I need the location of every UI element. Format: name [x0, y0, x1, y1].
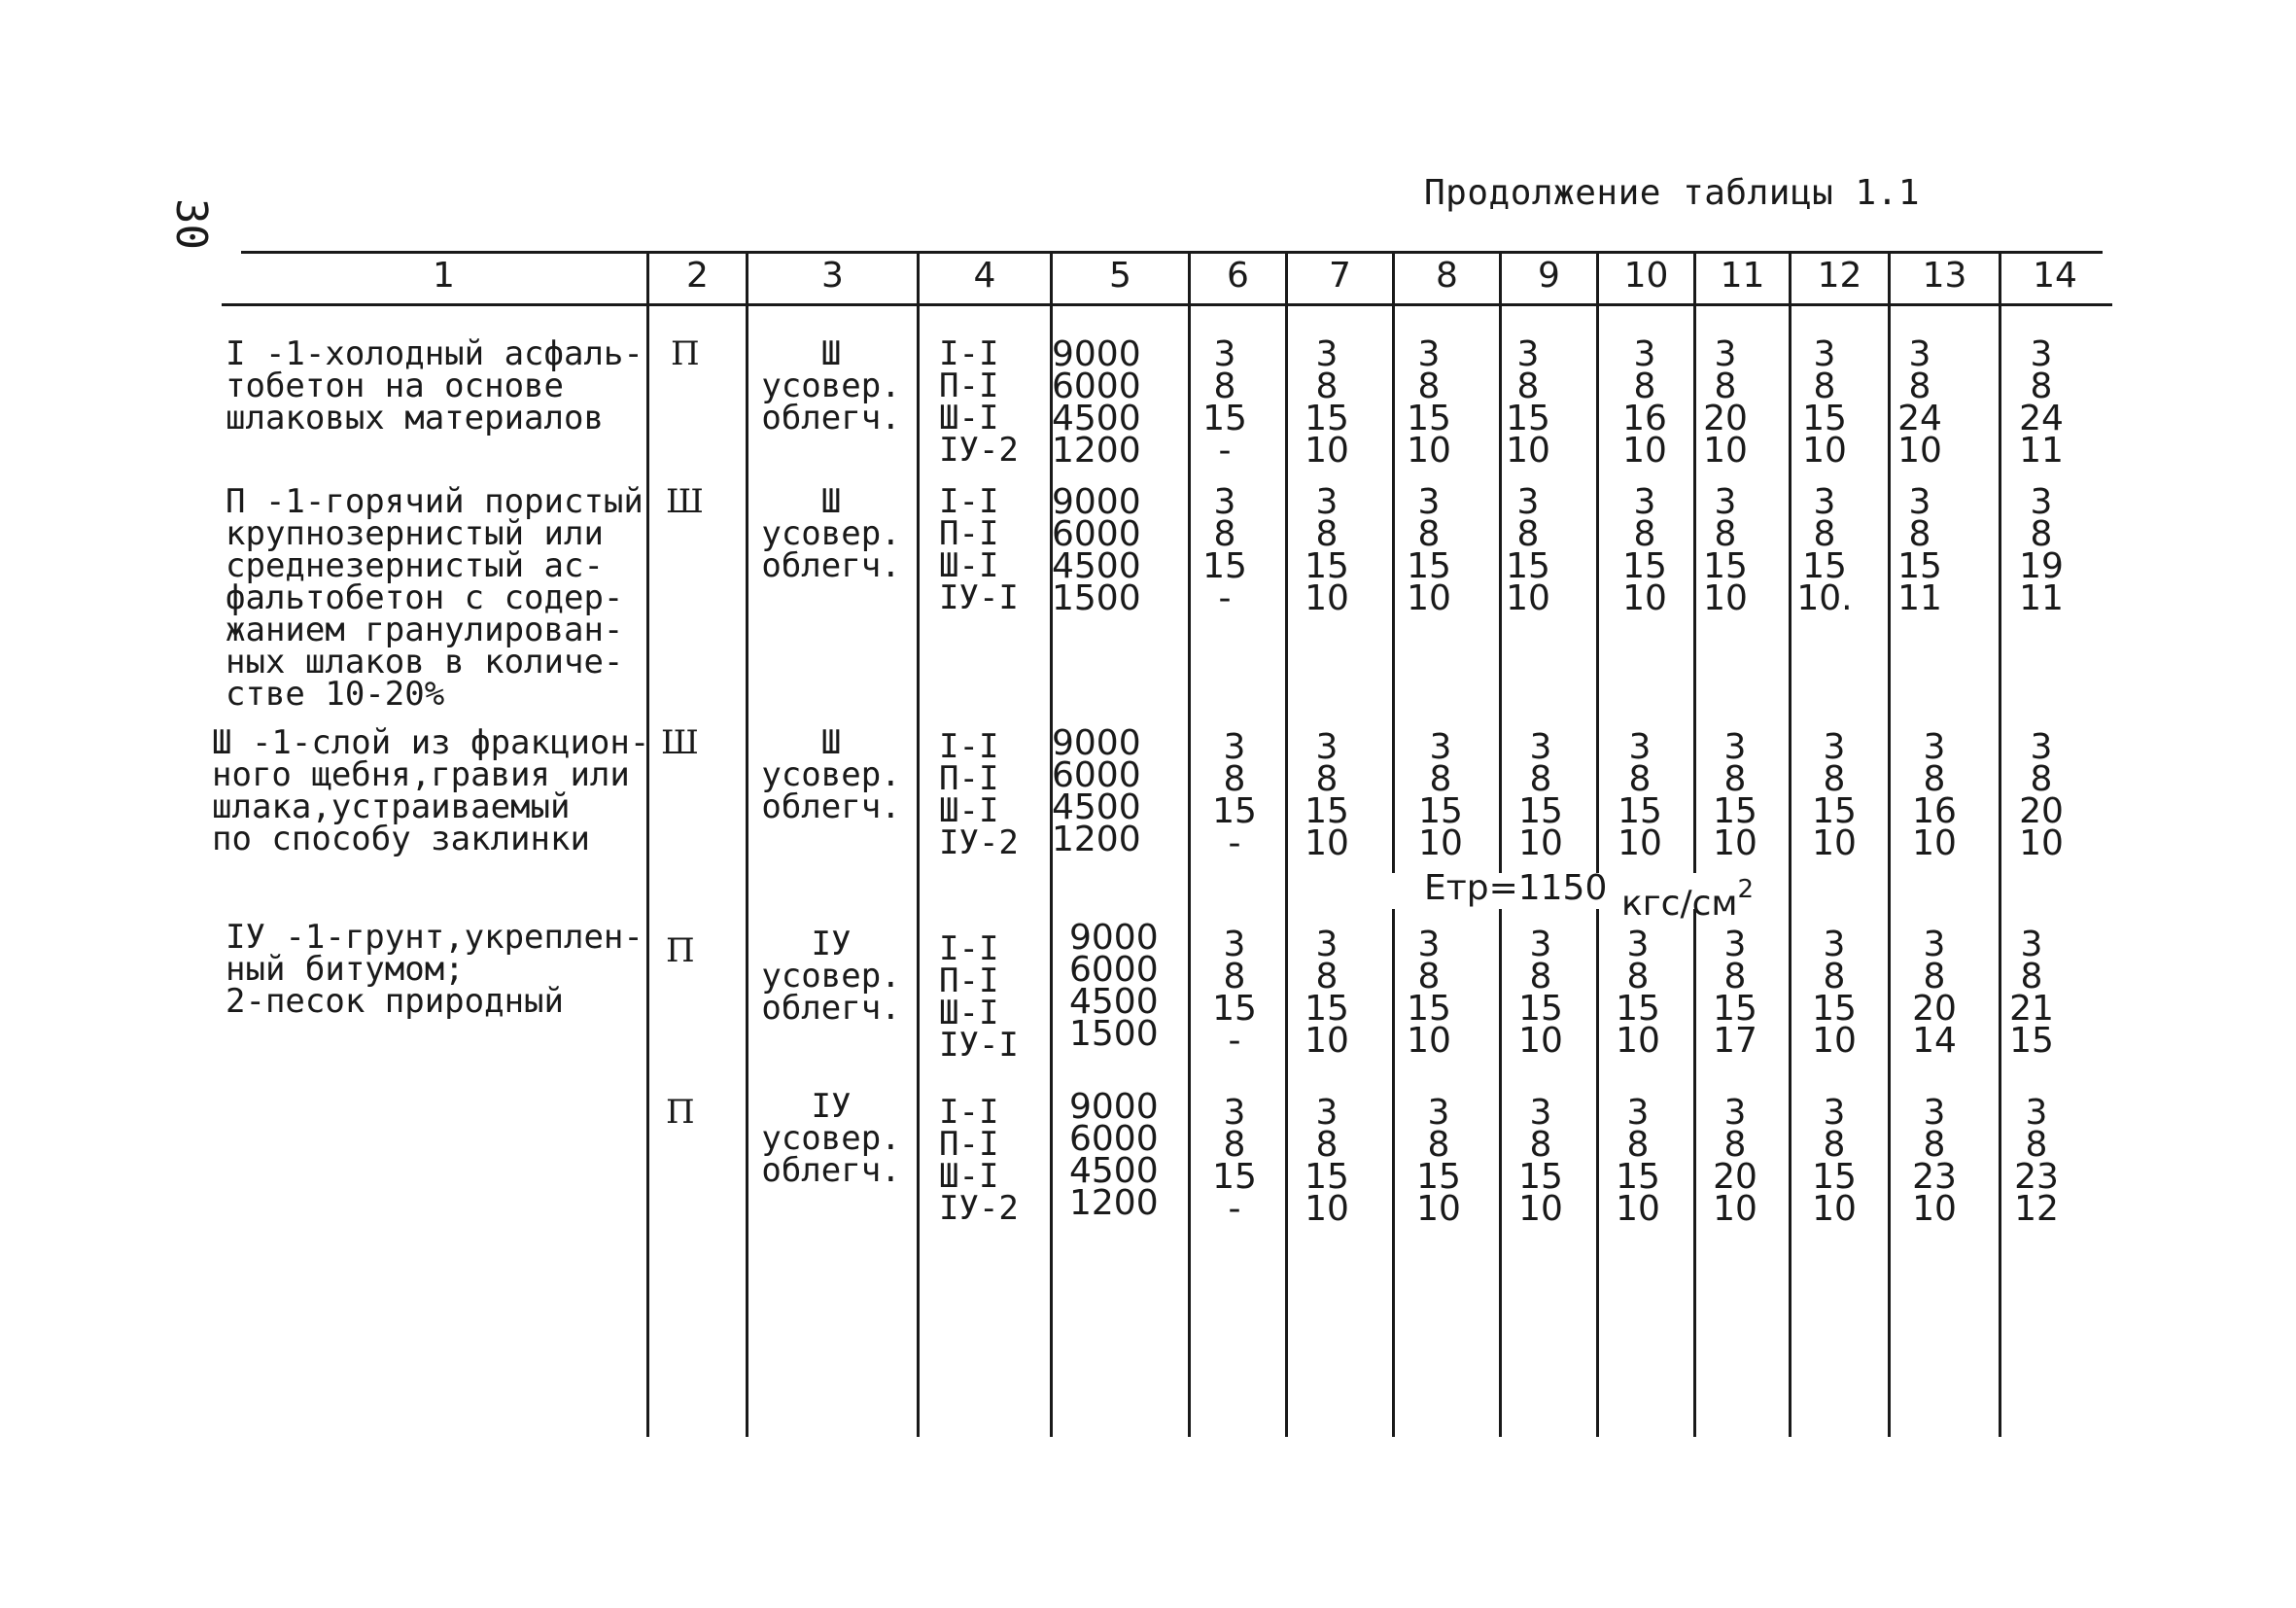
- row-3-col-3: Ш усовер. облегч.: [761, 723, 901, 826]
- header-col-11: 11: [1720, 255, 1765, 296]
- header-col-1: 1: [433, 255, 455, 296]
- col-sep-6: [1285, 251, 1288, 1437]
- col-sep-10b: [1693, 909, 1696, 1437]
- etr-unit: [1621, 875, 1754, 924]
- row-3-col-5: 9000 6000 4500 1200: [1052, 723, 1141, 859]
- page-number: 30: [165, 198, 216, 250]
- row-5-col-12: 3 8 15 10: [1812, 1093, 1857, 1229]
- row-4-col-3: IУ усовер. облегч.: [761, 925, 901, 1028]
- row-3-col-7: 3 8 15 10: [1305, 727, 1349, 863]
- row-1-col-12: 3 8 15 10: [1802, 334, 1847, 471]
- header-col-13: 13: [1922, 255, 1967, 296]
- header-col-12: 12: [1817, 255, 1862, 296]
- etr-label: Етр=1150: [1424, 868, 1608, 908]
- header-col-14: 14: [2033, 255, 2077, 296]
- col-sep-9b: [1596, 909, 1599, 1437]
- row-5-col-3: IУ усовер. облегч.: [761, 1087, 901, 1190]
- row-2-col-11: 3 8 15 10: [1703, 482, 1748, 618]
- row-1-col-3: Ш усовер. облегч.: [761, 334, 901, 437]
- row-5-col-10: 3 8 15 10: [1616, 1093, 1660, 1229]
- row-3-col-4: I-I П-I Ш-I IУ-2: [939, 727, 1019, 862]
- header-col-8: 8: [1436, 255, 1458, 296]
- col-sep-8b: [1499, 909, 1502, 1437]
- row-3-col-14: 3 8 20 10: [2019, 727, 2064, 863]
- row-3-col-9: 3 8 15 10: [1518, 727, 1563, 863]
- row-1-col-11: 3 8 20 10: [1703, 334, 1748, 471]
- row-4-col-14: 3 8 21 15: [2009, 925, 2054, 1061]
- col-sep-9: [1596, 251, 1599, 873]
- table-caption: Продолжение таблицы 1.1: [1424, 173, 1920, 213]
- row-1-col-9: 3 8 15 10: [1506, 334, 1550, 471]
- row-3-col-6: 3 8 15 -: [1212, 727, 1257, 863]
- col-sep-3: [917, 251, 920, 1437]
- etr-unit-text: кгс/см: [1621, 884, 1738, 924]
- col-sep-5: [1188, 251, 1191, 1437]
- row-2-col-13: 3 8 15 11: [1897, 482, 1942, 618]
- header-col-9: 9: [1538, 255, 1560, 296]
- row-5-col-2: П: [666, 1093, 695, 1132]
- row-1-col-10: 3 8 16 10: [1622, 334, 1667, 471]
- col-sep-13: [1999, 251, 2001, 1437]
- row-3-col-10: 3 8 15 10: [1618, 727, 1662, 863]
- header-bottom-rule: [222, 303, 2112, 306]
- row-3-col-2: Ш: [661, 723, 699, 762]
- row-5-col-14: 3 8 23 12: [2014, 1093, 2059, 1229]
- row-5-col-6: 3 8 15 -: [1212, 1093, 1257, 1229]
- header-col-10: 10: [1623, 255, 1669, 296]
- row-1-col-6: 3 8 15 -: [1202, 334, 1247, 471]
- row-4-col-7: 3 8 15 10: [1305, 925, 1349, 1061]
- row-4-col-13: 3 8 20 14: [1912, 925, 1957, 1061]
- row-3-col-13: 3 8 16 10: [1912, 727, 1957, 863]
- row-3-col-12: 3 8 15 10: [1812, 727, 1857, 863]
- row-3-description: Ш -1-слой из фракцион- ного щебня,гравия или шлака,устраиваемый по способу заклинки: [212, 723, 650, 858]
- row-1-col-7: 3 8 15 10: [1305, 334, 1349, 471]
- row-2-col-2: Ш: [666, 482, 704, 521]
- col-sep-11: [1789, 251, 1792, 1437]
- row-5-col-5: 9000 6000 4500 1200: [1069, 1087, 1159, 1223]
- col-sep-7b: [1392, 909, 1395, 1437]
- row-2-col-14: 3 8 19 11: [2019, 482, 2064, 618]
- row-5-col-7: 3 8 15 10: [1305, 1093, 1349, 1229]
- header-col-6: 6: [1227, 255, 1249, 296]
- row-4-col-2: П: [666, 931, 695, 970]
- row-4-col-12: 3 8 15 10: [1812, 925, 1857, 1061]
- row-1-col-5: 9000 6000 4500 1200: [1052, 334, 1141, 471]
- row-2-col-5: 9000 6000 4500 1500: [1052, 482, 1141, 618]
- col-sep-7: [1392, 251, 1395, 873]
- row-1-col-2: П: [671, 334, 700, 373]
- row-4-col-5: 9000 6000 4500 1500: [1069, 918, 1159, 1054]
- row-2-col-6: 3 8 15 -: [1202, 482, 1247, 618]
- row-4-col-9: 3 8 15 10: [1518, 925, 1563, 1061]
- row-3-col-11: 3 8 15 10: [1713, 727, 1757, 863]
- row-5-col-9: 3 8 15 10: [1518, 1093, 1563, 1229]
- header-col-7: 7: [1329, 255, 1351, 296]
- row-4-col-11: 3 8 15 17: [1713, 925, 1757, 1061]
- row-4-col-4: I-I П-I Ш-I IУ-I: [939, 929, 1019, 1065]
- row-2-col-7: 3 8 15 10: [1305, 482, 1349, 618]
- header-col-2: 2: [686, 255, 709, 296]
- row-2-col-9: 3 8 15 10: [1506, 482, 1550, 618]
- row-1-col-13: 3 8 24 10: [1897, 334, 1942, 471]
- row-5-col-13: 3 8 23 10: [1912, 1093, 1957, 1229]
- row-1-col-4: I-I П-I Ш-I IУ-2: [939, 334, 1019, 470]
- row-1-description: I -1-холодный асфаль- тобетон на основе шлаковых материалов: [226, 334, 644, 437]
- row-5-col-11: 3 8 20 10: [1713, 1093, 1757, 1229]
- row-5-col-8: 3 8 15 10: [1416, 1093, 1461, 1229]
- row-4-col-10: 3 8 15 10: [1616, 925, 1660, 1061]
- etr-unit-exponent: 2: [1737, 875, 1755, 904]
- row-4-col-6: 3 8 15 -: [1212, 925, 1257, 1061]
- row-2-description: П -1-горячий пористый крупнозернистый или среднезернистый ас- фальтобетон с содер- жанием гранулирован- ных шлаков в количе- стве 10-20%: [226, 482, 644, 714]
- header-col-3: 3: [821, 255, 844, 296]
- row-5-col-4: I-I П-I Ш-I IУ-2: [939, 1093, 1019, 1228]
- row-1-col-8: 3 8 15 10: [1407, 334, 1451, 471]
- row-4-col-8: 3 8 15 10: [1407, 925, 1451, 1061]
- row-3-col-8: 3 8 15 10: [1418, 727, 1463, 863]
- header-col-4: 4: [973, 255, 996, 296]
- row-1-col-14: 3 8 24 11: [2019, 334, 2064, 471]
- etr-note: [1424, 868, 1607, 908]
- header-col-5: 5: [1109, 255, 1131, 296]
- row-4-description: IУ -1-грунт,укреплен- ный битумом; 2-песок природный: [226, 918, 644, 1021]
- row-2-col-10: 3 8 15 10: [1622, 482, 1667, 618]
- row-2-col-4: I-I П-I Ш-I IУ-I: [939, 482, 1019, 617]
- row-2-col-3: Ш усовер. облегч.: [761, 482, 901, 585]
- row-2-col-8: 3 8 15 10: [1407, 482, 1451, 618]
- row-2-col-12: 3 8 15 10.: [1796, 482, 1853, 618]
